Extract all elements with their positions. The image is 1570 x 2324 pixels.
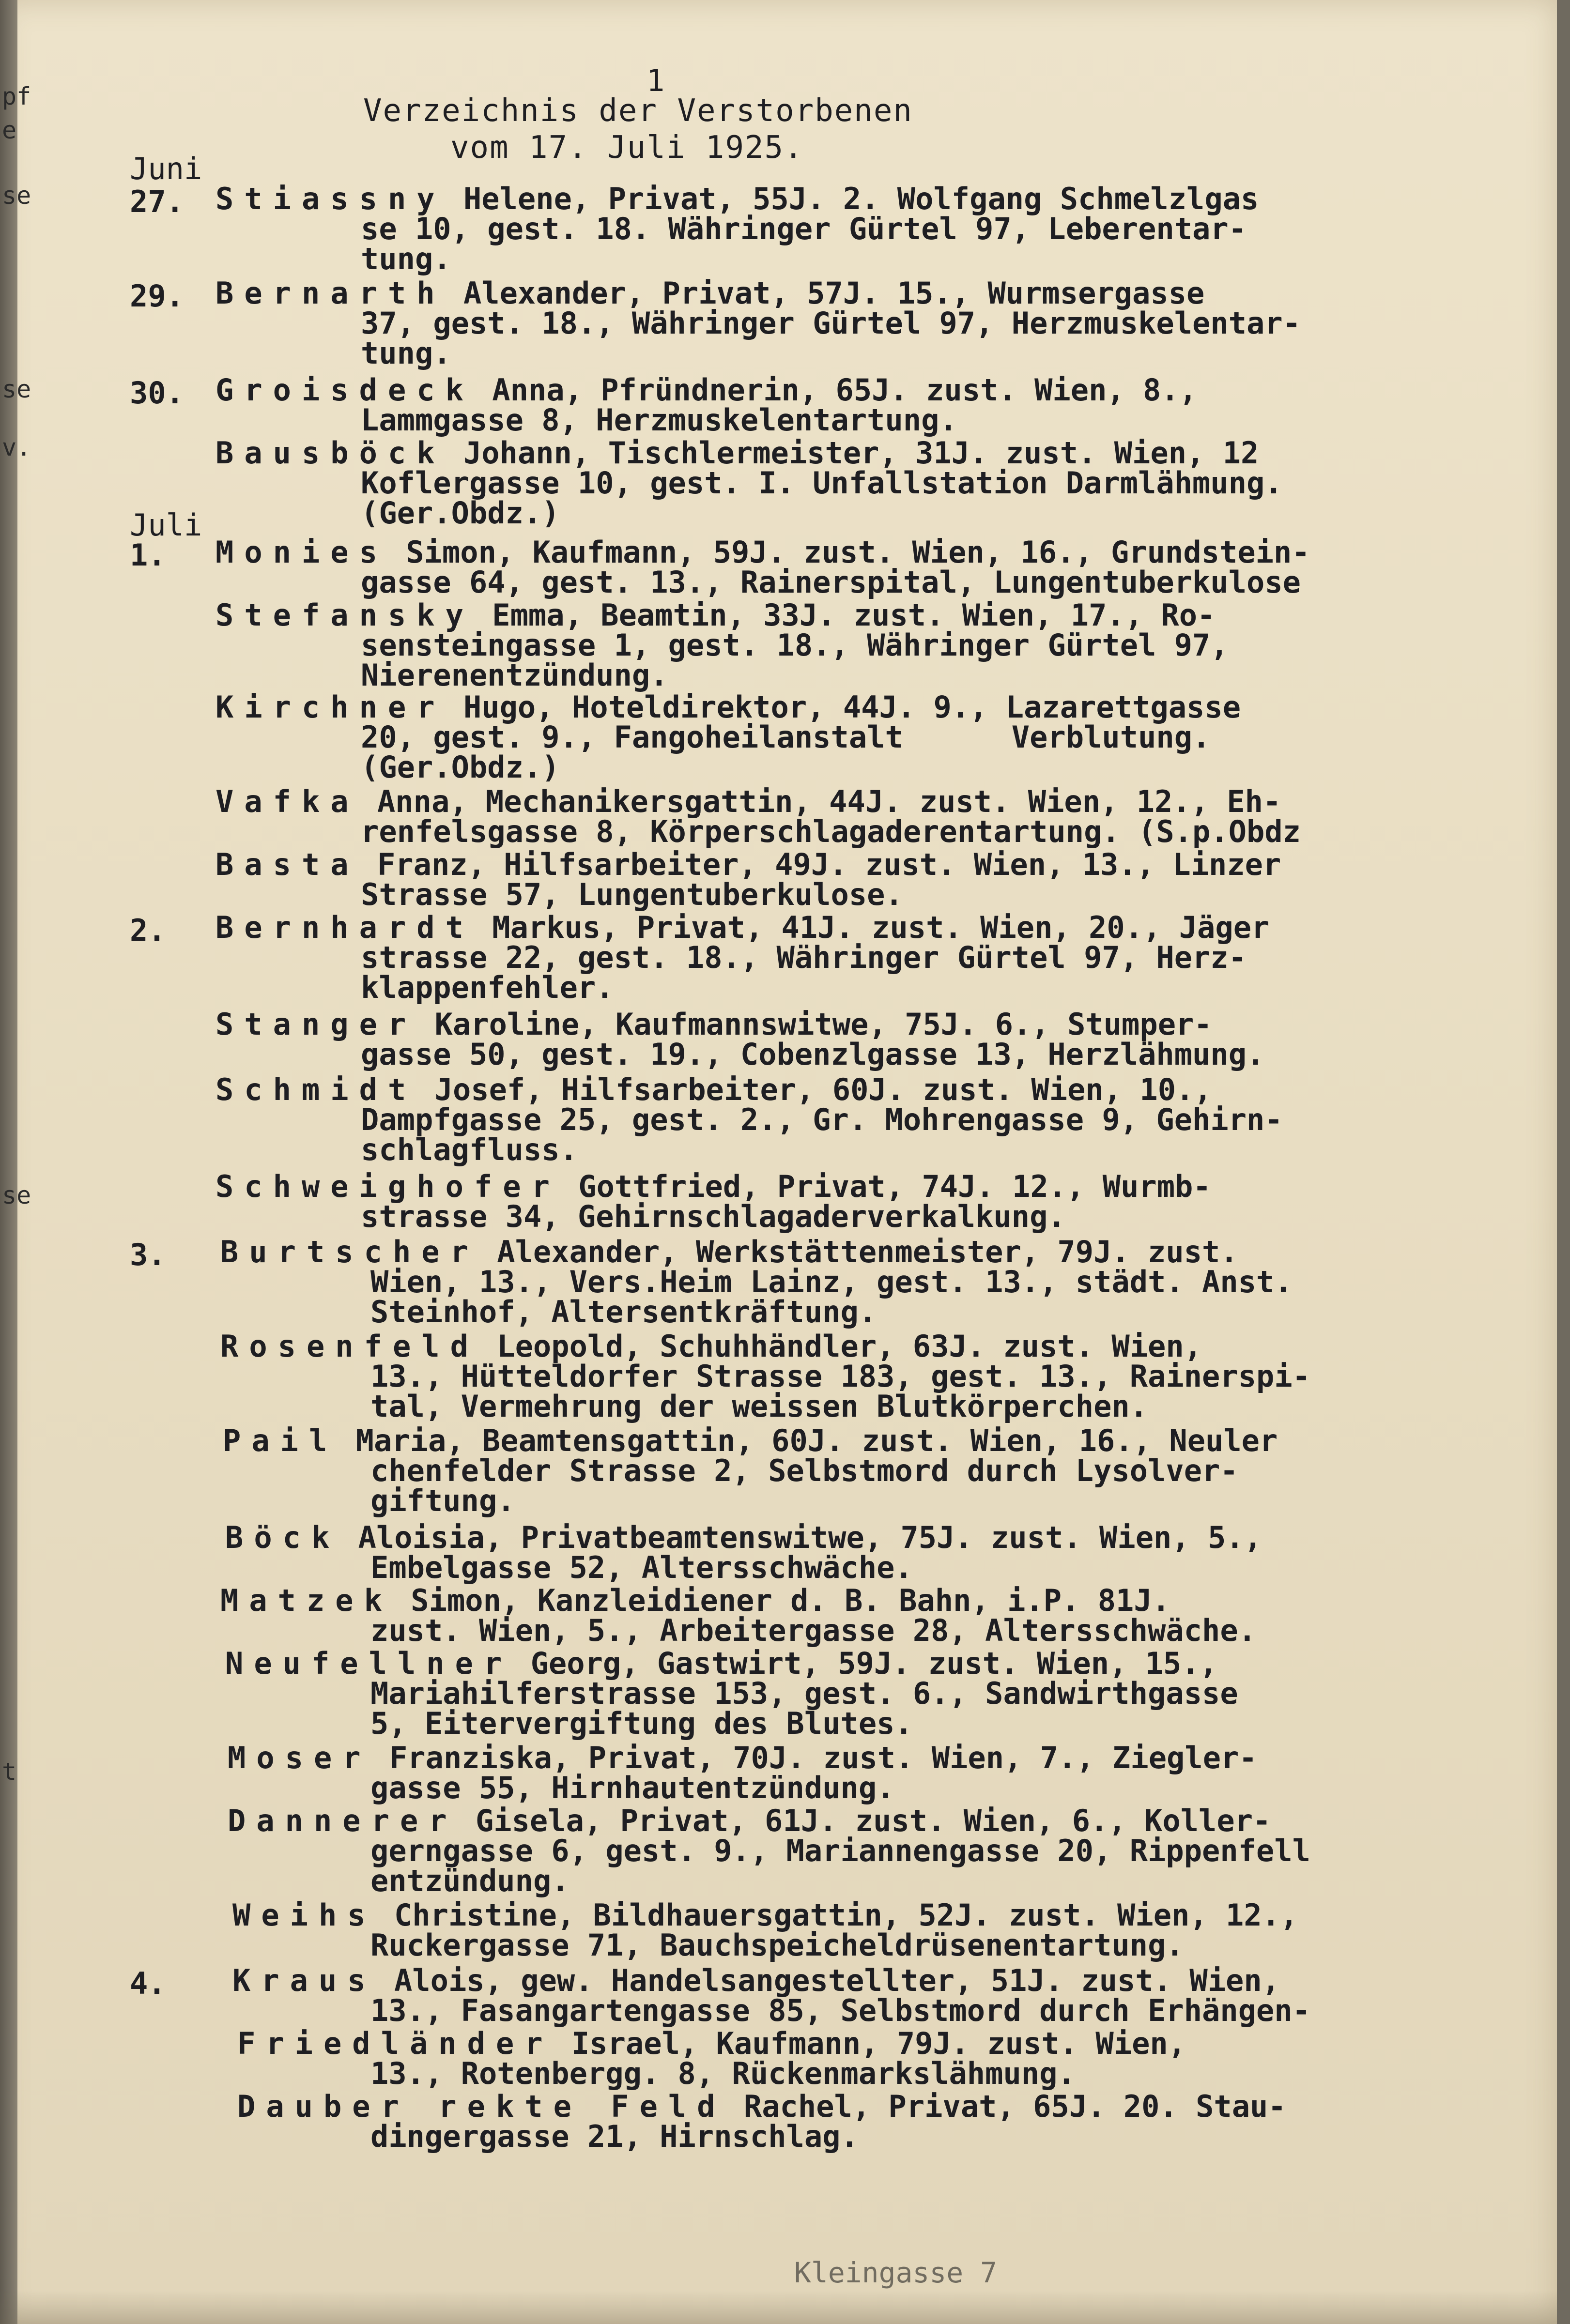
entry-text: Franziska, Privat, 70J. zust. Wien, 7., Ziegler- xyxy=(371,1740,1257,1775)
entry-surname: Bernarth xyxy=(215,275,446,311)
entry-continuation-line: 13., Hütteldorfer Strasse 183, gest. 13., Rainerspi- xyxy=(370,1359,1311,1394)
entry-text: Maria, Beamtensgattin, 60J. zust. Wien, 16., Neuler xyxy=(338,1423,1278,1458)
entry-continuation-line: tung. xyxy=(361,241,451,276)
entry-continuation-line: Steinhof, Altersentkräftung. xyxy=(370,1294,877,1330)
edge-fragment: v. xyxy=(2,433,31,461)
entry-continuation-line: gasse 64, gest. 13., Rainerspital, Lungentuberkulose xyxy=(361,565,1301,600)
entry-text: Rachel, Privat, 65J. 20. Stau- xyxy=(725,2089,1286,2124)
entry-surname: Groisdeck xyxy=(215,372,474,408)
entry-text: Alexander, Werkstättenmeister, 79J. zust. xyxy=(478,1234,1238,1269)
entry-continuation-line: strasse 22, gest. 18., Währinger Gürtel 97, Herz- xyxy=(361,940,1247,975)
entry-text: Alois, gew. Handelsangestellter, 51J. zust. Wien, xyxy=(376,1963,1280,1998)
entry-first-line xyxy=(237,2026,1186,2061)
entry-first-line xyxy=(215,275,1205,311)
entry-text: Anna, Mechanikersgattin, 44J. zust. Wien, 12., Eh- xyxy=(359,784,1281,819)
entry-first-line xyxy=(232,1897,1298,1933)
entry-surname: Burtscher xyxy=(220,1234,479,1269)
edge-fragment: se xyxy=(2,182,31,210)
entry-first-line xyxy=(215,1009,1212,1040)
entry-continuation-line: 37, gest. 18., Währinger Gürtel 97, Herzmuskelentar- xyxy=(361,306,1301,341)
page-bottom-shadow xyxy=(0,2290,1557,2324)
entry-first-line xyxy=(215,1072,1212,1107)
entry-continuation-line: klappenfehler. xyxy=(361,970,614,1005)
entry-continuation-line: Koflergasse 10, gest. I. Unfallstation Darmlähmung. xyxy=(361,465,1283,501)
entry-first-line xyxy=(215,372,1198,408)
entry-continuation-line: dingergasse 21, Hirnschlag. xyxy=(370,2119,859,2154)
entry-continuation-line: Nierenentzündung. xyxy=(361,657,668,693)
entry-text: Emma, Beamtin, 33J. zust. Wien, 17., Ro- xyxy=(474,597,1216,633)
entry-surname: Matzek xyxy=(220,1583,393,1618)
entry-continuation-line: gasse 55, Hirnhautentzündung. xyxy=(370,1770,895,1805)
entry-continuation-line: chenfelder Strasse 2, Selbstmord durch Lysolver- xyxy=(370,1453,1238,1488)
entry-day: 27. xyxy=(130,184,184,219)
month-heading-july: Juli xyxy=(130,507,202,543)
entry-continuation-line: (Ger.Obdz.) xyxy=(361,749,560,785)
entry-first-line xyxy=(225,1520,1262,1555)
entry-surname: Moser xyxy=(228,1740,371,1775)
entry-text: Israel, Kaufmann, 79J. zust. Wien, xyxy=(553,2026,1186,2061)
month-heading-june: Juni xyxy=(130,151,202,186)
entry-surname: Neufellner xyxy=(225,1646,513,1681)
entry-continuation-line: tal, Vermehrung der weissen Blutkörperchen. xyxy=(370,1389,1148,1424)
entry-surname: Böck xyxy=(225,1520,340,1555)
entry-surname: Schweighofer xyxy=(215,1169,560,1204)
entry-surname: Rosenfeld xyxy=(220,1329,479,1364)
entry-text: Franz, Hilfsarbeiter, 49J. zust. Wien, 13., Linzer xyxy=(359,847,1281,882)
entry-surname: Bausböck xyxy=(215,435,446,471)
entry-continuation-line: strasse 34, Gehirnschlagaderverkalkung. xyxy=(361,1199,1066,1234)
entry-first-line xyxy=(220,1583,1170,1618)
entry-first-line xyxy=(225,1646,1218,1681)
document-subtitle: vom 17. Juli 1925. xyxy=(450,130,804,166)
entry-text: Alexander, Privat, 57J. 15., Wurmsergasse xyxy=(445,275,1205,311)
entry-continuation-line: Lammgasse 8, Herzmuskelentartung. xyxy=(361,402,957,438)
entry-first-line xyxy=(215,847,1281,882)
entry-first-line xyxy=(215,1169,1211,1204)
entry-continuation-line: Mariahilferstrasse 153, gest. 6., Sandwirthgasse xyxy=(370,1676,1238,1711)
entry-continuation-line: renfelsgasse 8, Körperschlagaderentartung. (S.p.Obdz xyxy=(361,814,1301,849)
entry-continuation-line: Strasse 57, Lungentuberkulose. xyxy=(361,877,903,912)
entry-text: Johann, Tischlermeister, 31J. zust. Wien, 12 xyxy=(445,435,1259,471)
entry-text: Hugo, Hoteldirektor, 44J. 9., Lazarettgasse xyxy=(445,689,1241,725)
entry-surname: Bernhardt xyxy=(215,910,474,945)
entry-surname: Dannerer xyxy=(228,1803,458,1838)
entry-text: Gottfried, Privat, 74J. 12., Wurmb- xyxy=(560,1169,1211,1204)
entry-first-line xyxy=(232,1963,1280,1998)
entry-continuation-line: sensteingasse 1, gest. 18., Währinger Gürtel 97, xyxy=(361,627,1229,663)
entry-surname: Stiassny xyxy=(215,181,446,216)
page-number: 1 xyxy=(646,63,665,98)
entry-first-line xyxy=(215,597,1216,633)
entry-continuation-line: gerngasse 6, gest. 9., Mariannengasse 20, Rippenfell xyxy=(370,1833,1311,1868)
entry-text: Anna, Pfründnerin, 65J. zust. Wien, 8., xyxy=(474,372,1198,408)
entry-text: Josef, Hilfsarbeiter, 60J. zust. Wien, 10., xyxy=(416,1072,1212,1107)
entry-continuation-line: giftung. xyxy=(370,1483,515,1518)
entry-first-line xyxy=(220,1234,1238,1269)
entry-day: 30. xyxy=(130,375,184,411)
entry-continuation-line: 20, gest. 9., Fangoheilanstalt Verblutung. xyxy=(361,719,1211,755)
entry-continuation-line: (Ger.Obdz.) xyxy=(361,495,560,531)
edge-fragment: se xyxy=(2,375,31,403)
entry-day: 3. xyxy=(130,1237,166,1272)
entry-surname: Monies xyxy=(215,535,388,570)
entry-text: Karoline, Kaufmannswitwe, 75J. 6., Stumper- xyxy=(416,1007,1212,1042)
entry-text: Christine, Bildhauersgattin, 52J. zust. Wien, 12., xyxy=(376,1897,1298,1933)
binding-edge xyxy=(0,0,17,2324)
entry-continuation-line: Ruckergasse 71, Bauchspeicheldrüsenentartung. xyxy=(370,1927,1184,1963)
entry-continuation-line: Embelgasse 52, Altersschwäche. xyxy=(370,1550,913,1585)
entry-continuation-line: tung. xyxy=(361,336,451,371)
entry-continuation-line: se 10, gest. 18. Währinger Gürtel 97, Leberentar- xyxy=(361,211,1247,246)
entry-day: 1. xyxy=(130,537,166,573)
entry-first-line xyxy=(220,1329,1202,1364)
document-title: Verzeichnis der Verstorbenen xyxy=(363,93,913,129)
entry-first-line xyxy=(215,689,1241,725)
entry-first-line xyxy=(215,784,1281,819)
entry-continuation-line: 13., Rotenbergg. 8, Rückenmarkslähmung. xyxy=(370,2056,1076,2091)
entry-day: 4. xyxy=(130,1966,166,2001)
entry-continuation-line: Dampfgasse 25, gest. 2., Gr. Mohrengasse 9, Gehirn- xyxy=(361,1102,1283,1137)
entry-surname: Basta xyxy=(215,847,359,882)
bleed-through-text: Kleingasse 7 xyxy=(794,2256,998,2289)
edge-fragment: e xyxy=(2,116,17,144)
entry-continuation-line: zust. Wien, 5., Arbeitergasse 28, Altersschwäche. xyxy=(370,1613,1257,1648)
entry-surname: Stanger xyxy=(215,1007,417,1042)
entry-surname: Pail xyxy=(223,1423,338,1458)
entry-first-line xyxy=(223,1423,1278,1458)
entry-first-line xyxy=(228,1740,1257,1775)
entry-first-line xyxy=(215,535,1310,570)
entry-day: 29. xyxy=(130,278,184,314)
entry-first-line xyxy=(215,910,1270,945)
entry-continuation-line: 13., Fasangartengasse 85, Selbstmord durch Erhängen- xyxy=(370,1993,1311,2028)
entry-text: Gisela, Privat, 61J. zust. Wien, 6., Koller- xyxy=(457,1803,1271,1838)
entry-surname: Schmidt xyxy=(215,1072,417,1107)
entry-text: Markus, Privat, 41J. zust. Wien, 20., Jäger xyxy=(474,910,1270,945)
entry-continuation-line: entzündung. xyxy=(370,1863,570,1898)
entry-surname: Dauber rekte Feld xyxy=(237,2089,726,2124)
entry-continuation-line: 5, Eitervergiftung des Blutes. xyxy=(370,1706,913,1741)
entry-surname: Stefansky xyxy=(215,597,474,633)
entry-first-line xyxy=(215,181,1259,216)
entry-continuation-line: schlagfluss. xyxy=(361,1132,578,1167)
edge-fragment: t xyxy=(2,1758,17,1786)
entry-text: Leopold, Schuhhändler, 63J. zust. Wien, xyxy=(478,1329,1202,1364)
entry-first-line xyxy=(228,1803,1271,1838)
entry-surname: Kraus xyxy=(232,1963,376,1998)
edge-fragment: pf xyxy=(2,82,31,110)
entry-first-line xyxy=(237,2089,1286,2124)
entry-surname: Friedländer xyxy=(237,2026,554,2061)
entry-text: Georg, Gastwirt, 59J. zust. Wien, 15., xyxy=(512,1646,1218,1681)
entry-text: Helene, Privat, 55J. 2. Wolfgang Schmelzlgas xyxy=(445,181,1259,216)
entry-text: Simon, Kanzleidiener d. B. Bahn, i.P. 81J. xyxy=(392,1583,1170,1618)
entry-day: 2. xyxy=(130,913,166,948)
entry-surname: Vafka xyxy=(215,784,359,819)
entry-text: Simon, Kaufmann, 59J. zust. Wien, 16., Grundstein- xyxy=(387,535,1310,570)
entry-continuation-line: gasse 50, gest. 19., Cobenzlgasse 13, Herzlähmung. xyxy=(361,1037,1265,1072)
entry-surname: Weihs xyxy=(232,1897,376,1933)
entry-first-line xyxy=(215,435,1259,471)
entry-surname: Kirchner xyxy=(215,689,446,725)
edge-fragment: se xyxy=(2,1181,31,1209)
entry-text: Aloisia, Privatbeamtenswitwe, 75J. zust. Wien, 5., xyxy=(340,1520,1262,1555)
entry-continuation-line: Wien, 13., Vers.Heim Lainz, gest. 13., städt. Anst. xyxy=(370,1264,1293,1300)
